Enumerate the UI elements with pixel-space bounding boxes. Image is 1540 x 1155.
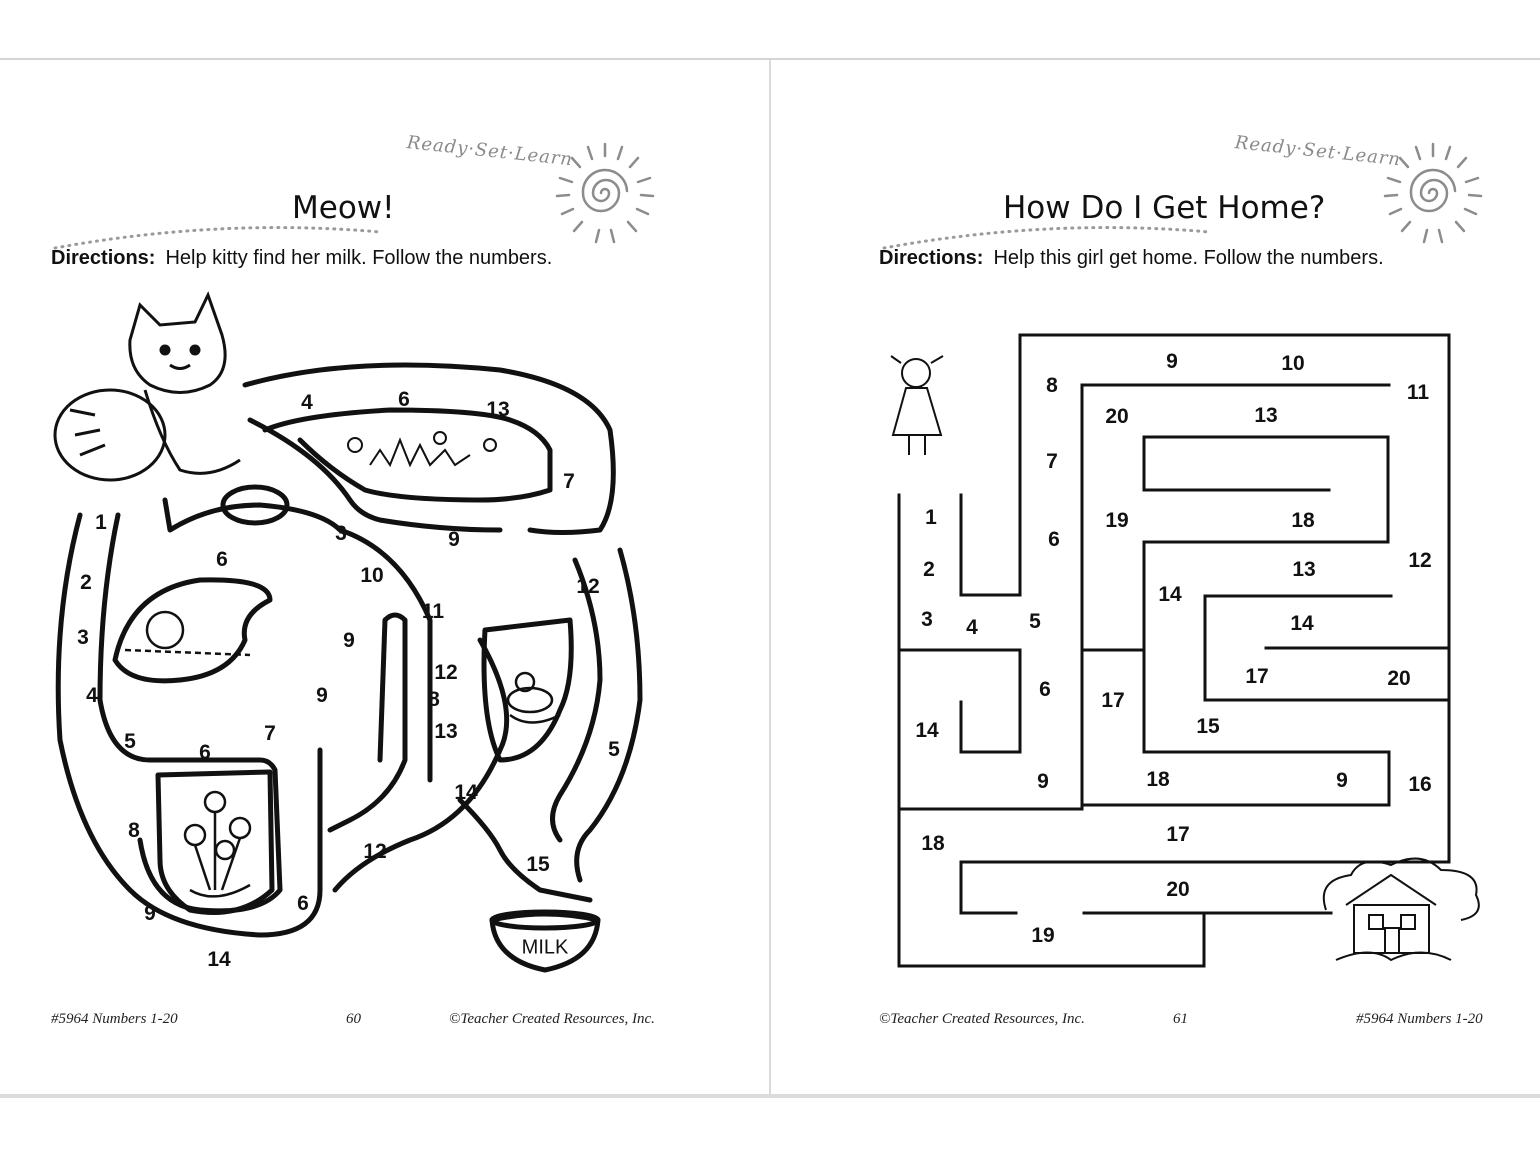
footer-page-number: 61	[1173, 1011, 1188, 1027]
maze-number: 3	[921, 608, 933, 631]
maze-number: 7	[264, 722, 276, 745]
maze-number: 7	[1046, 450, 1058, 473]
maze-number: 7	[563, 470, 575, 493]
maze-number: 14	[454, 781, 478, 804]
maze-number: 17	[1245, 665, 1269, 688]
directions-label: Directions:	[879, 247, 984, 269]
maze-number: 10	[360, 564, 384, 587]
maze-number: 16	[1408, 773, 1432, 796]
footer-page-number: 60	[346, 1011, 361, 1027]
kitty-maze	[0, 60, 769, 1094]
maze-number: 9	[144, 902, 156, 925]
maze-number: 12	[434, 661, 458, 684]
maze-number: 13	[434, 720, 458, 743]
bird-illustration	[508, 673, 560, 723]
maze-number: 6	[216, 548, 228, 571]
footer-book-id: #5964 Numbers 1-20	[1356, 1011, 1483, 1027]
maze-number: 3	[77, 626, 89, 649]
maze-number: 17	[1166, 823, 1190, 846]
maze-number: 6	[1039, 678, 1051, 701]
maze-number: 14	[1290, 612, 1314, 635]
maze-number: 5	[1029, 610, 1041, 633]
maze-number: 11	[1406, 381, 1430, 404]
right-page	[771, 60, 1540, 1094]
maze-number: 5	[608, 738, 620, 761]
maze-number: 1	[95, 511, 107, 534]
maze-number: 19	[1031, 924, 1055, 947]
maze-number: 20	[1166, 878, 1190, 901]
maze-number: 11	[421, 600, 445, 623]
maze-number: 4	[86, 684, 98, 707]
maze-number: 3	[335, 522, 347, 545]
maze-number: 19	[1105, 509, 1129, 532]
maze-number: 6	[297, 892, 309, 915]
maze-number: 5	[124, 730, 136, 753]
maze-number: 9	[1166, 350, 1178, 373]
maze-number: 8	[428, 688, 440, 711]
maze-number: 12	[363, 840, 387, 863]
maze-number: 9	[343, 629, 355, 652]
brand-logo-text: Ready·Set·Learn	[1233, 132, 1403, 171]
spread-bottom-edge	[0, 1094, 1540, 1098]
maze-number: 2	[80, 571, 92, 594]
maze-number: 13	[1254, 404, 1278, 427]
maze-number: 12	[1408, 549, 1432, 572]
maze-number: 9	[1037, 770, 1049, 793]
girl-illustration	[891, 356, 943, 455]
maze-number: 1	[925, 506, 937, 529]
kitty-illustration	[55, 295, 240, 480]
page-title: How Do I Get Home?	[1003, 190, 1326, 226]
left-page	[0, 60, 769, 1094]
maze-number: 4	[966, 616, 978, 639]
maze-number: 14	[915, 719, 939, 742]
maze-number: 2	[923, 558, 935, 581]
house-illustration	[1324, 859, 1479, 960]
maze-number: 13	[486, 398, 510, 421]
maze-number: 14	[207, 948, 231, 971]
ball-illustration	[125, 612, 250, 655]
maze-number: 4	[301, 391, 313, 414]
maze-number: 18	[921, 832, 945, 855]
directions-label: Directions:	[51, 247, 156, 269]
grass-illustration	[348, 432, 496, 465]
maze-number: 17	[1101, 689, 1125, 712]
directions-text: Help kitty find her milk. Follow the numbers.	[165, 247, 553, 269]
maze-number: 20	[1387, 667, 1411, 690]
directions-text: Help this girl get home. Follow the numbers.	[993, 247, 1384, 269]
maze-number: 15	[526, 853, 550, 876]
brand-logo-text: Ready·Set·Learn	[405, 132, 575, 171]
maze-number: 6	[199, 741, 211, 764]
maze-number: 9	[1336, 769, 1348, 792]
maze-number: 9	[448, 528, 460, 551]
maze-number: 6	[1048, 528, 1060, 551]
maze-number: 18	[1146, 768, 1170, 791]
maze-number: 9	[316, 684, 328, 707]
maze-number: 10	[1281, 352, 1305, 375]
maze-number: 8	[128, 819, 140, 842]
maze-number: 12	[576, 575, 600, 598]
bowl-label: MILK	[521, 936, 569, 959]
page-title: Meow!	[292, 190, 395, 226]
home-maze	[771, 60, 1540, 1094]
maze-number: 14	[1158, 583, 1182, 606]
footer-book-id: #5964 Numbers 1-20	[51, 1011, 178, 1027]
maze-number: 15	[1196, 715, 1220, 738]
maze-number: 20	[1105, 405, 1129, 428]
maze-number: 6	[398, 388, 410, 411]
footer-copyright: ©Teacher Created Resources, Inc.	[449, 1011, 655, 1027]
maze-number: 18	[1291, 509, 1315, 532]
maze-number: 8	[1046, 374, 1058, 397]
footer-copyright: ©Teacher Created Resources, Inc.	[879, 1011, 1085, 1027]
maze-number: 13	[1292, 558, 1316, 581]
flower-illustration	[185, 792, 250, 896]
